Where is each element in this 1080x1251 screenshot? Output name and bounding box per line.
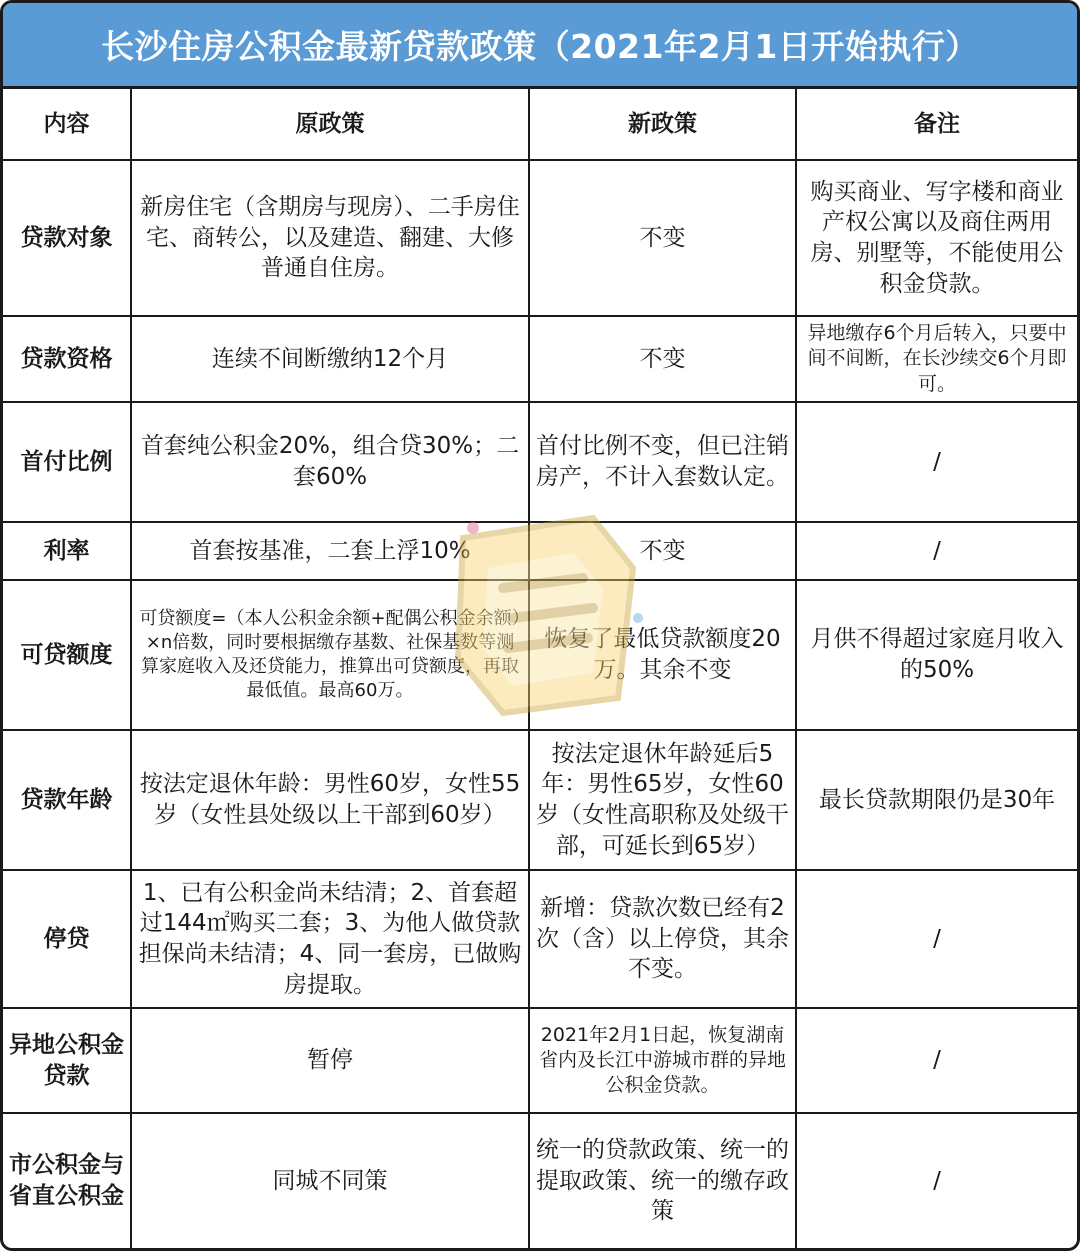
note-cell: 最长贷款期限仍是30年	[796, 730, 1077, 870]
row-label: 可贷额度	[3, 580, 131, 730]
old-policy-cell: 1、已有公积金尚未结清；2、首套超过144㎡购买二套；3、为他人做贷款担保尚未结清；4、同一套房，已做购房提取。	[131, 870, 529, 1008]
old-policy-cell: 暂停	[131, 1008, 529, 1113]
note-cell: /	[796, 522, 1077, 580]
table-row	[3, 402, 1077, 522]
table-row	[3, 160, 1077, 316]
policy-table	[3, 89, 1077, 1248]
new-policy-cell: 统一的贷款政策、统一的提取政策、统一的缴存政策	[529, 1113, 796, 1248]
new-policy-cell: 首付比例不变，但已注销房产，不计入套数认定。	[529, 402, 796, 522]
row-label: 异地公积金贷款	[3, 1008, 131, 1113]
table-row	[3, 730, 1077, 870]
note-cell: 月供不得超过家庭月收入的50%	[796, 580, 1077, 730]
note-cell: /	[796, 870, 1077, 1008]
new-policy-cell: 恢复了最低贷款额度20万。其余不变	[529, 580, 796, 730]
table-row	[3, 316, 1077, 402]
new-policy-cell: 新增：贷款次数已经有2次（含）以上停贷，其余不变。	[529, 870, 796, 1008]
table-row	[3, 1113, 1077, 1248]
note-cell: 异地缴存6个月后转入，只要中间不间断，在长沙续交6个月即可。	[796, 316, 1077, 402]
header-notes: 备注	[796, 89, 1077, 160]
new-policy-cell: 不变	[529, 160, 796, 316]
header-new-policy: 新政策	[529, 89, 796, 160]
row-label: 贷款年龄	[3, 730, 131, 870]
page-title: 长沙住房公积金最新贷款政策（2021年2月1日开始执行）	[3, 3, 1077, 89]
header-old-policy: 原政策	[131, 89, 529, 160]
table-row	[3, 1008, 1077, 1113]
old-policy-cell: 首套按基准，二套上浮10%	[131, 522, 529, 580]
row-label: 贷款对象	[3, 160, 131, 316]
old-policy-cell: 新房住宅（含期房与现房）、二手房住宅、商转公，以及建造、翻建、大修普通自住房。	[131, 160, 529, 316]
new-policy-cell: 不变	[529, 522, 796, 580]
new-policy-cell: 不变	[529, 316, 796, 402]
old-policy-cell: 首套纯公积金20%，组合贷30%；二套60%	[131, 402, 529, 522]
table-header-row	[3, 89, 1077, 160]
row-label: 市公积金与省直公积金	[3, 1113, 131, 1248]
header-content: 内容	[3, 89, 131, 160]
old-policy-cell: 可贷额度=（本人公积金余额+配偶公积金余额）×n倍数，同时要根据缴存基数、社保基数等测算家庭收入及还贷能力，推算出可贷额度，再取最低值。最高60万。	[131, 580, 529, 730]
note-cell: /	[796, 402, 1077, 522]
note-cell: /	[796, 1008, 1077, 1113]
new-policy-cell: 按法定退休年龄延后5年：男性65岁，女性60岁（女性高职称及处级干部，可延长到65岁）	[529, 730, 796, 870]
row-label: 利率	[3, 522, 131, 580]
row-label: 首付比例	[3, 402, 131, 522]
table-row	[3, 522, 1077, 580]
new-policy-cell: 2021年2月1日起，恢复湖南省内及长江中游城市群的异地公积金贷款。	[529, 1008, 796, 1113]
note-cell: /	[796, 1113, 1077, 1248]
row-label: 贷款资格	[3, 316, 131, 402]
table-row	[3, 580, 1077, 730]
row-label: 停贷	[3, 870, 131, 1008]
old-policy-cell: 连续不间断缴纳12个月	[131, 316, 529, 402]
note-cell: 购买商业、写字楼和商业产权公寓以及商住两用房、别墅等，不能使用公积金贷款。	[796, 160, 1077, 316]
old-policy-cell: 同城不同策	[131, 1113, 529, 1248]
table-row	[3, 870, 1077, 1008]
old-policy-cell: 按法定退休年龄：男性60岁，女性55岁（女性县处级以上干部到60岁）	[131, 730, 529, 870]
